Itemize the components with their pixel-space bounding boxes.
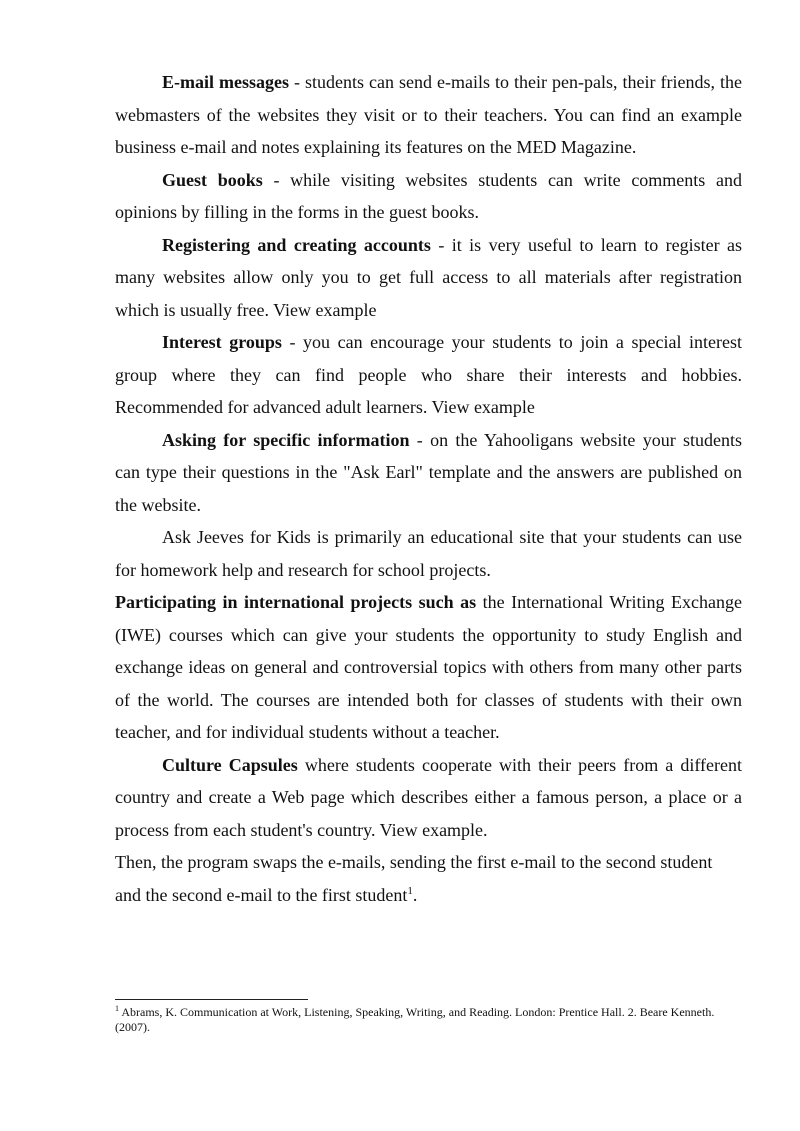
paragraph-international-projects: [115, 586, 742, 749]
paragraph-tail: .: [412, 884, 418, 905]
paragraph-text: - you can encourage your students to join a special interest group where they can find people who share their interests and hobbies. Recommended for advanced adult learners. View example: [115, 332, 743, 417]
paragraph-text: - students can send e-mails to their pen-pals, their friends, the webmasters of the websites they visit or to their teachers. You can find an example business e-mail and notes explaining its features on the MED Magazine.: [115, 72, 743, 157]
paragraph-text: the International Writing Exchange (IWE) courses which can give your students the opportunity to study English and exchange ideas on general and controversial topics with others from many other parts of the world. The courses are intended both for classes of students with their own teacher, and for individual students without a teacher.: [115, 592, 742, 742]
paragraph-interest-groups: [115, 326, 742, 424]
paragraph-culture-capsules: [115, 749, 742, 847]
paragraph-guest-books: [115, 164, 742, 229]
footnote-text: Abrams, K. Communication at Work, Listening, Speaking, Writing, and Reading. London: Prentice Hall. 2. Beare Kenneth. (2007).: [115, 1005, 715, 1034]
paragraph-text: - it is very useful to learn to register as many websites allow only you to get full access to all materials after registration which is usually free. View example: [115, 234, 742, 320]
term-culture-capsules: Culture Capsules: [162, 754, 298, 775]
footnote-marker: 1: [115, 1004, 119, 1013]
paragraph-text: - while visiting websites students can write comments and opinions by filling in the forms in the guest books.: [115, 169, 742, 222]
term-international-projects: Participating in international projects such as: [115, 592, 477, 612]
paragraph-text: Ask Jeeves for Kids is primarily an educational site that your students can use for homework help and research for school projects.: [115, 527, 742, 580]
term-interest-groups: Interest groups: [162, 332, 282, 352]
paragraph-text: where students cooperate with their peers from a different country and create a Web page which describes either a famous person, a place or a process from each student's country. View example.: [115, 754, 742, 840]
paragraph-email-messages: [115, 66, 742, 164]
term-asking-information: Asking for specific information: [162, 429, 410, 450]
paragraph-ask-jeeves: [115, 521, 742, 586]
paragraph-text: - on the Yahooligans website your students can type their questions in the "Ask Earl" template and the answers are published on the website.: [115, 429, 742, 515]
body-text: [115, 66, 742, 911]
term-registering-accounts: Registering and creating accounts: [162, 234, 431, 255]
paragraph-asking-information: [115, 424, 742, 522]
term-guest-books: Guest books: [162, 169, 263, 190]
footnote-reference: 1: [407, 884, 413, 897]
footnote: [115, 1005, 742, 1035]
term-email-messages: E-mail messages: [162, 72, 289, 92]
paragraph-registering-accounts: [115, 229, 742, 327]
paragraph-text: Then, the program swaps the e-mails, sending the first e-mail to the second student and the second e-mail to the first student: [115, 852, 713, 905]
paragraph-program-swaps: [115, 846, 742, 911]
footnote-area: [115, 999, 742, 1035]
footnote-separator: [115, 999, 308, 1000]
